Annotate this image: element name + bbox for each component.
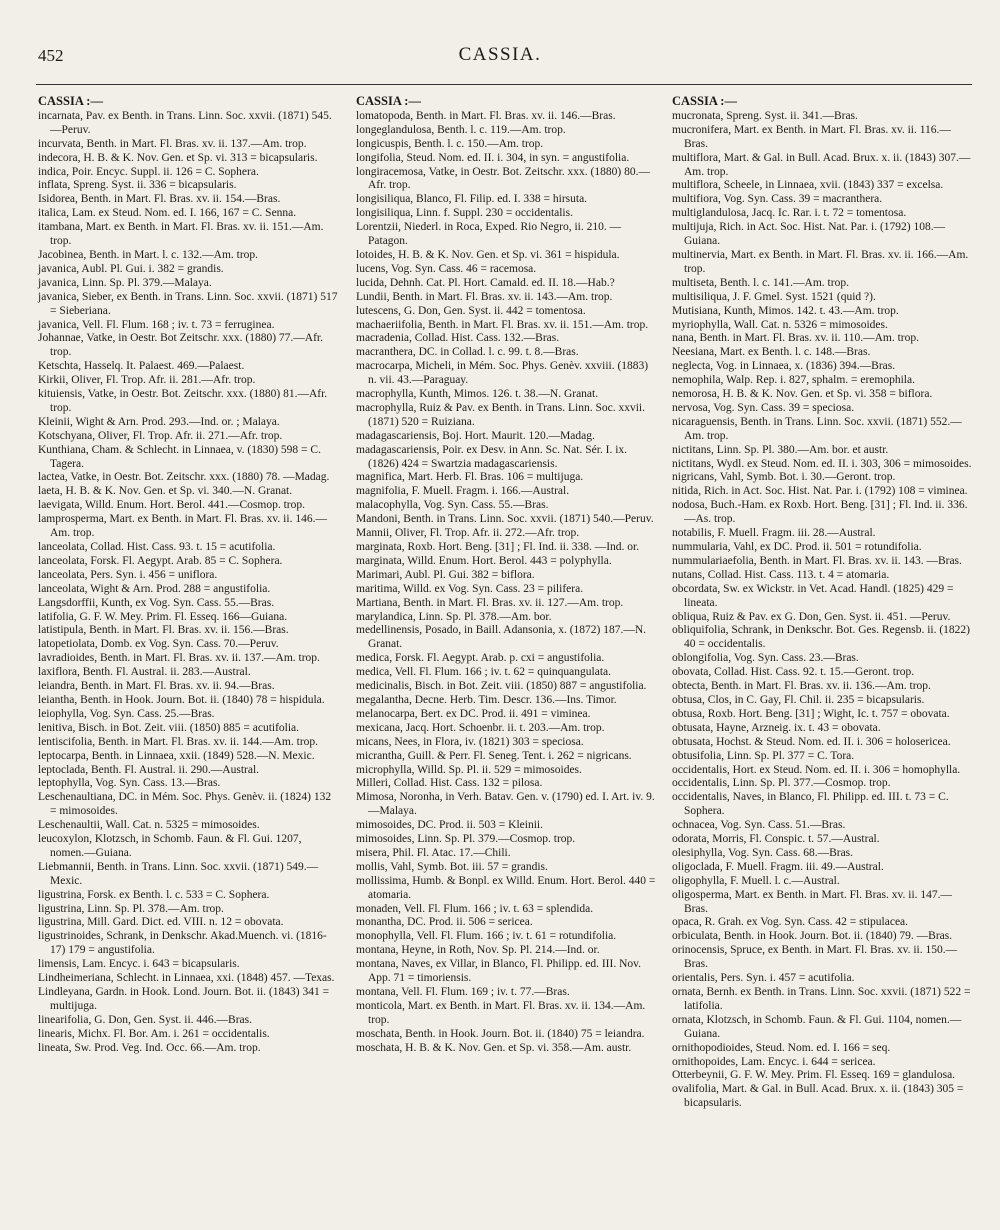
- index-entry: laeta, H. B. & K. Nov. Gen. et Sp. vi. 340.—N. Granat.: [38, 485, 293, 498]
- index-entry: javanica, Linn. Sp. Pl. 379.—Malaya.: [38, 276, 212, 289]
- index-entry: ochnacea, Vog. Syn. Cass. 51.—Bras.: [672, 819, 846, 832]
- index-entry: multisiliqua, J. F. Gmel. Syst. 1521 (quid ?).: [672, 290, 876, 303]
- index-entry: orientalis, Pers. Syn. i. 457 = acutifolia.: [672, 972, 855, 985]
- index-entry: lutescens, G. Don, Gen. Syst. ii. 442 = tomentosa.: [356, 304, 586, 317]
- index-entry: Lindleyana, Gardn. in Hook. Lond. Journ. Bot. ii. (1843) 341 = multijuga.: [38, 986, 330, 1012]
- index-entry: latopetiolata, Domb. ex Vog. Syn. Cass. 70.—Peruv.: [38, 638, 279, 651]
- index-entry: Ketschta, Hasselq. It. Palaest. 469.—Palaest.: [38, 360, 245, 373]
- index-entry: lanceolata, Collad. Hist. Cass. 93. t. 15 = acutifolia.: [38, 541, 276, 553]
- index-entry: javanica, Vell. Fl. Flum. 168 ; iv. t. 73 = ferruginea.: [38, 318, 275, 331]
- index-entry: madagascariensis, Poir. ex Desv. in Ann. Sc. Nat. Sér. I. ix. (1826) 424 = Swartzia madagascariensis.: [356, 443, 628, 470]
- index-entry: mimosoides, Linn. Sp. Pl. 379.—Cosmop. trop.: [356, 833, 576, 846]
- index-entry: lanceolata, Wight & Arn. Prod. 288 = angustifolia.: [38, 582, 271, 595]
- index-entry: multiflora, Scheele, in Linnaea, xvii. (1843) 337 = excelsa.: [672, 179, 944, 192]
- index-entry: lenitiva, Bisch. in Bot. Zeit. viii. (1850) 885 = acutifolia.: [38, 721, 300, 734]
- index-entry: macradenia, Collad. Hist. Cass. 132.—Bras.: [356, 332, 560, 345]
- index-entry: maritima, Willd. ex Vog. Syn. Cass. 23 = pilifera.: [356, 582, 584, 595]
- index-entry: macrocarpa, Micheli, in Mém. Soc. Phys. Genèv. xxviii. (1883) n. vii. 43.—Paraguay.: [356, 360, 649, 387]
- index-entry: ligustrina, Forsk. ex Benth. l. c. 533 = C. Sophera.: [38, 888, 270, 901]
- index-entry: obtusifolia, Linn. Sp. Pl. 377 = C. Tora.: [672, 749, 855, 762]
- index-entry: obovata, Collad. Hist. Cass. 92. t. 15.—Geront. trop.: [672, 666, 915, 679]
- index-entry: mollissima, Humb. & Bonpl. ex Willd. Enum. Hort. Berol. 440 = atomaria.: [356, 874, 656, 901]
- index-entry: neglecta, Vog. in Linnaea, x. (1836) 394.—Bras.: [672, 360, 896, 373]
- index-entry: lentiscifolia, Benth. in Mart. Fl. Bras. xv. ii. 144.—Am. trop.: [38, 735, 319, 748]
- index-entry: longisiliqua, Blanco, Fl. Filip. ed. I. 338 = hirsuta.: [356, 193, 588, 206]
- index-entry: megalantha, Decne. Herb. Tim. Descr. 136.—Ins. Timor.: [356, 693, 617, 706]
- index-entry: madagascariensis, Boj. Hort. Maurit. 120.—Madag.: [356, 429, 595, 442]
- index-entry: Martiana, Benth. in Mart. Fl. Bras. xv. ii. 127.—Am. trop.: [356, 596, 624, 609]
- index-entry: occidentalis, Naves, in Blanco, Fl. Philipp. ed. III. t. 73 = C. Sophera.: [672, 791, 949, 818]
- index-entry: multiglandulosa, Jacq. Ic. Rar. i. t. 72 = tomentosa.: [672, 207, 907, 220]
- index-entry: nictitans, Wydl. ex Steud. Nom. ed. II. i. 303, 306 = mimosoides.: [672, 457, 972, 470]
- index-entry: oblongifolia, Vog. Syn. Cass. 23.—Bras.: [672, 652, 859, 665]
- index-entry: mexicana, Jacq. Hort. Schoenbr. ii. t. 203.—Am. trop.: [356, 721, 605, 734]
- index-entry: Mutisiana, Kunth, Mimos. 142. t. 43.—Am. trop.: [672, 304, 899, 317]
- index-entry: nummulariaefolia, Benth. in Mart. Fl. Bras. xv. ii. 143. —Bras.: [672, 554, 962, 567]
- index-entry: macranthera, DC. in Collad. l. c. 99. t. 8.—Bras.: [356, 346, 579, 359]
- index-entry: nitida, Rich. in Act. Soc. Hist. Nat. Par. i. (1792) 108 = viminea.: [672, 485, 968, 498]
- index-entry: multijuja, Rich. in Act. Soc. Hist. Nat. Par. i. (1792) 108.—Guiana.: [672, 221, 946, 248]
- index-entry: Otterbeynii, G. F. W. Mey. Prim. Fl. Esseq. 169 = glandulosa.: [672, 1069, 956, 1082]
- index-entry: magnifolia, F. Muell. Fragm. i. 166.—Austral.: [356, 485, 570, 498]
- index-entry: obtusa, Clos, in C. Gay, Fl. Chil. ii. 235 = bicapsularis.: [672, 693, 925, 706]
- index-entry: leiandra, Benth. in Mart. Fl. Bras. xv. ii. 94.—Bras.: [38, 680, 275, 693]
- index-entry: mollis, Vahl, Symb. Bot. iii. 57 = grandis.: [356, 860, 548, 873]
- index-entry: nana, Benth. in Mart. Fl. Bras. xv. ii. 110.—Am. trop.: [672, 332, 920, 345]
- entry-list: [356, 110, 656, 1056]
- index-entry: latifolia, G. F. W. Mey. Prim. Fl. Esseq. 166—Guiana.: [38, 610, 288, 623]
- index-entry: magnifica, Mart. Herb. Fl. Bras. 106 = multijuga.: [356, 471, 584, 484]
- index-entry: microphylla, Willd. Sp. Pl. ii. 529 = mimosoides.: [356, 763, 582, 776]
- index-entry: Marimari, Aubl. Pl. Gui. 382 = biflora.: [356, 568, 535, 581]
- index-entry: Mandoni, Benth. in Trans. Linn. Soc. xxvii. (1871) 540.—Peruv.: [356, 513, 654, 526]
- index-entry: Lindheimeriana, Schlecht. in Linnaea, xxi. (1848) 457. —Texas.: [38, 972, 335, 985]
- index-entry: monantha, DC. Prod. ii. 506 = sericea.: [356, 916, 533, 929]
- entry-list: [38, 110, 338, 1056]
- index-entry: lamprosperma, Mart. ex Benth. in Mart. Fl. Bras. xv. ii. 146.—Am. trop.: [38, 513, 327, 540]
- index-entry: multiflora, Mart. & Gal. in Bull. Acad. Brux. x. ii. (1843) 307.—Am. trop.: [672, 151, 971, 178]
- index-entry: ligustrinoides, Schrank, in Denkschr. Akad.Muench. vi. (1816-17) 179 = angustifolia.: [38, 930, 327, 957]
- index-entry: leptoclada, Benth. Fl. Austral. ii. 290.—Austral.: [38, 763, 260, 776]
- index-entry: ligustrina, Linn. Sp. Pl. 378.—Am. trop.: [38, 902, 224, 915]
- index-entry: itambana, Mart. ex Benth. in Mart. Fl. Bras. xv. ii. 151.—Am. trop.: [38, 221, 324, 248]
- index-entry: Mannii, Oliver, Fl. Trop. Afr. ii. 272.—Afr. trop.: [356, 527, 580, 540]
- index-entry: indica, Poir. Encyc. Suppl. ii. 126 = C. Sophera.: [38, 165, 259, 178]
- index-entry: Milleri, Collad. Hist. Cass. 132 = pilosa.: [356, 777, 543, 790]
- index-entry: laxiflora, Benth. Fl. Austral. ii. 283.—Austral.: [38, 666, 251, 679]
- index-entry: Lorentzii, Niederl. in Roca, Exped. Rio Negro, ii. 210. —Patagon.: [356, 221, 622, 248]
- index-entry: myriophylla, Wall. Cat. n. 5326 = mimosoides.: [672, 318, 888, 331]
- index-entry: mucronata, Spreng. Syst. ii. 341.—Bras.: [672, 109, 858, 122]
- index-entry: orbiculata, Benth. in Hook. Journ. Bot. ii. (1840) 79. —Bras.: [672, 930, 953, 943]
- index-entry: Kirkii, Oliver, Fl. Trop. Afr. ii. 281.—Afr. trop.: [38, 374, 256, 387]
- index-entry: ligustrina, Mill. Gard. Dict. ed. VIII. n. 12 = obovata.: [38, 916, 284, 929]
- index-entry: occidentalis, Linn. Sp. Pl. 377.—Cosmop. trop.: [672, 777, 891, 790]
- column-heading: CASSIA :—: [672, 94, 737, 108]
- index-entry: linearifolia, G. Don, Gen. Syst. ii. 446.—Bras.: [38, 1013, 253, 1026]
- index-entry: latistipula, Benth. in Mart. Fl. Bras. xv. ii. 156.—Bras.: [38, 624, 289, 637]
- index-entry: leptophylla, Vog. Syn. Cass. 13.—Bras.: [38, 777, 221, 790]
- index-entry: nemophila, Walp. Rep. i. 827, sphalm. = eremophila.: [672, 374, 915, 387]
- index-entry: limensis, Lam. Encyc. i. 643 = bicapsularis.: [38, 958, 240, 971]
- index-entry: Kleinii, Wight & Arn. Prod. 293.—Ind. or. ; Malaya.: [38, 415, 280, 428]
- index-entry: macrophylla, Kunth, Mimos. 126. t. 38.—N. Granat.: [356, 388, 599, 401]
- column-1: [38, 95, 338, 1056]
- index-entry: Isidorea, Benth. in Mart. Fl. Bras. xv. ii. 154.—Bras.: [38, 193, 281, 206]
- index-entry: monticola, Mart. ex Benth. in Mart. Fl. Bras. xv. ii. 134.—Am. trop.: [356, 999, 646, 1026]
- index-entry: macrophylla, Ruiz & Pav. ex Benth. in Trans. Linn. Soc. xxvii. (1871) 520 = Ruiziana.: [356, 401, 645, 428]
- index-entry: Liebmannii, Benth. in Trans. Linn. Soc. xxvii. (1871) 549.—Mexic.: [38, 860, 319, 887]
- index-entry: Lundii, Benth. in Mart. Fl. Bras. xv. ii. 143.—Am. trop.: [356, 290, 613, 303]
- index-entry: Kotschyana, Oliver, Fl. Trop. Afr. ii. 271.—Afr. trop.: [38, 429, 283, 442]
- index-entry: occidentalis, Hort. ex Steud. Nom. ed. II. i. 306 = homophylla.: [672, 763, 961, 776]
- index-entry: multifiora, Vog. Syn. Cass. 39 = macranthera.: [672, 193, 883, 206]
- index-entry: melanocarpa, Bert. ex DC. Prod. ii. 491 = viminea.: [356, 707, 591, 720]
- index-entry: nutans, Collad. Hist. Cass. 113. t. 4 = atomaria.: [672, 568, 890, 581]
- index-entry: oligosperma, Mart. ex Benth. in Mart. Fl. Bras. xv. ii. 147.—Bras.: [672, 888, 953, 915]
- index-entry: Langsdorffii, Kunth, ex Vog. Syn. Cass. 55.—Bras.: [38, 596, 275, 609]
- index-entry: mimosoides, DC. Prod. ii. 503 = Kleinii.: [356, 819, 543, 832]
- index-entry: lucida, Dehnh. Cat. Pl. Hort. Camald. ed. II. 18.—Hab.?: [356, 276, 615, 289]
- index-entry: leptocarpa, Benth. in Linnaea, xxii. (1849) 528.—N. Mexic.: [38, 749, 315, 762]
- index-entry: nemorosa, H. B. & K. Nov. Gen. et Sp. vi. 358 = biflora.: [672, 388, 933, 401]
- index-entry: ornata, Klotzsch, in Schomb. Faun. & Fl. Gui. 1104, nomen.—Guiana.: [672, 1013, 962, 1040]
- index-entry: leiantha, Benth. in Hook. Journ. Bot. ii. (1840) 78 = hispidula.: [38, 693, 325, 706]
- column-heading: CASSIA :—: [38, 94, 103, 108]
- index-entry: odorata, Morris, Fl. Conspic. t. 57.—Austral.: [672, 833, 880, 846]
- index-entry: longifolia, Steud. Nom. ed. II. i. 304, in syn. = angustifolia.: [356, 151, 630, 164]
- index-entry: nigricans, Vahl, Symb. Bot. i. 30.—Geront. trop.: [672, 471, 896, 484]
- index-entry: medellinensis, Posado, in Baill. Adansonia, x. (1872) 187.—N. Granat.: [356, 624, 647, 651]
- index-entry: leucoxylon, Klotzsch, in Schomb. Faun. & Fl. Gui. 1207, nomen.—Guiana.: [38, 833, 302, 859]
- index-entry: medica, Vell. Fl. Flum. 166 ; iv. t. 62 = quinquangulata.: [356, 666, 611, 679]
- index-entry: italica, Lam. ex Steud. Nom. ed. I. 166, 167 = C. Senna.: [38, 207, 297, 220]
- index-entry: moschata, Benth. in Hook. Journ. Bot. ii. (1840) 75 = leiandra.: [356, 1027, 645, 1040]
- index-entry: lavradioides, Benth. in Mart. Fl. Bras. xv. ii. 137.—Am. trop.: [38, 652, 320, 665]
- index-entry: ornithopoides, Lam. Encyc. i. 644 = sericea.: [672, 1055, 876, 1068]
- index-entry: lomatopoda, Benth. in Mart. Fl. Bras. xv. ii. 146.—Bras.: [356, 109, 616, 122]
- index-entry: olesiphylla, Vog. Syn. Cass. 68.—Bras.: [672, 846, 854, 859]
- index-entry: obtusata, Hayne, Arzneig. ix. t. 43 = obovata.: [672, 721, 881, 734]
- index-entry: obliquifolia, Schrank, in Denkschr. Bot. Ges. Regensb. ii. (1822) 40 = occidentalis.: [672, 624, 971, 651]
- index-entry: nodosa, Buch.-Ham. ex Roxb. Hort. Beng. [31] ; Fl. Ind. ii. 336.—As. trop.: [672, 499, 968, 526]
- index-entry: monaden, Vell. Fl. Flum. 166 ; iv. t. 63 = splendida.: [356, 902, 594, 915]
- index-entry: longisiliqua, Linn. f. Suppl. 230 = occidentalis.: [356, 207, 573, 220]
- index-entry: oligoclada, F. Muell. Fragm. iii. 49.—Austral.: [672, 860, 884, 873]
- index-entry: longeglandulosa, Benth. l. c. 119.—Am. trop.: [356, 123, 566, 136]
- index-entry: moschata, H. B. & K. Nov. Gen. et Sp. vi. 358.—Am. austr.: [356, 1041, 632, 1054]
- index-entry: micrantha, Guill. & Perr. Fl. Seneg. Tent. i. 262 = nigricans.: [356, 749, 632, 762]
- index-entry: orinocensis, Spruce, ex Benth. in Mart. Fl. Bras. xv. ii. 150.—Bras.: [672, 944, 958, 971]
- index-entry: mucronifera, Mart. ex Benth. in Mart. Fl. Bras. xv. ii. 116.—Bras.: [672, 123, 951, 150]
- index-entry: malacophylla, Vog. Syn. Cass. 55.—Bras.: [356, 499, 549, 512]
- column-3: [672, 95, 972, 1111]
- index-entry: lineata, Sw. Prod. Veg. Ind. Occ. 66.—Am. trop.: [38, 1041, 261, 1054]
- index-entry: machaeriifolia, Benth. in Mart. Fl. Bras. xv. ii. 151.—Am. trop.: [356, 318, 649, 331]
- page-number: 452: [38, 46, 64, 65]
- index-entry: notabilis, F. Muell. Fragm. iii. 28.—Austral.: [672, 527, 876, 540]
- index-entry: linearis, Michx. Fl. Bor. Am. i. 261 = occidentalis.: [38, 1027, 270, 1040]
- index-entry: incarnata, Pav. ex Benth. in Trans. Linn. Soc. xxvii. (1871) 545.—Peruv.: [38, 109, 332, 136]
- index-entry: medica, Forsk. Fl. Aegypt. Arab. p. cxi = angustifolia.: [356, 652, 605, 665]
- index-entry: ornata, Bernh. ex Benth. in Trans. Linn. Soc. xxvii. (1871) 522 = latifolia.: [672, 986, 971, 1012]
- index-entry: multinervia, Mart. ex Benth. in Mart. Fl. Bras. xv. ii. 166.—Am. trop.: [672, 248, 969, 275]
- index-entry: laevigata, Willd. Enum. Hort. Berol. 441.—Cosmop. trop.: [38, 499, 305, 512]
- index-entry: marginata, Willd. Enum. Hort. Berol. 443 = polyphylla.: [356, 554, 612, 567]
- index-entry: oligophylla, F. Muell. l. c.—Austral.: [672, 874, 840, 887]
- index-entry: nummularia, Vahl, ex DC. Prod. ii. 501 = rotundifolia.: [672, 541, 922, 553]
- index-entry: ovalifolia, Mart. & Gal. in Bull. Acad. Brux. x. ii. (1843) 305 = bicapsularis.: [672, 1083, 964, 1110]
- index-entry: micans, Nees, in Flora, iv. (1821) 303 = speciosa.: [356, 735, 584, 748]
- index-entry: misera, Phil. Fl. Atac. 17.—Chili.: [356, 846, 511, 859]
- index-entry: nictitans, Linn. Sp. Pl. 380.—Am. bor. et austr.: [672, 443, 889, 456]
- column-2: [356, 95, 656, 1056]
- index-entry: marylandica, Linn. Sp. Pl. 378.—Am. bor.: [356, 610, 552, 623]
- index-entry: indecora, H. B. & K. Nov. Gen. et Sp. vi. 313 = bicapsularis.: [38, 151, 318, 164]
- index-entry: medicinalis, Bisch. in Bot. Zeit. viii. (1850) 887 = angustifolia.: [356, 680, 647, 693]
- index-entry: obtusa, Roxb. Hort. Beng. [31] ; Wight, Ic. t. 757 = obovata.: [672, 707, 950, 720]
- index-entry: javanica, Sieber, ex Benth. in Trans. Linn. Soc. xxvii. (1871) 517 = Sieberiana.: [38, 290, 338, 317]
- index-entry: marginata, Roxb. Hort. Beng. [31] ; Fl. Ind. ii. 338. —Ind. or.: [356, 541, 640, 553]
- index-entry: opaca, R. Grah. ex Vog. Syn. Cass. 42 = stipulacea.: [672, 916, 909, 929]
- index-entry: Kunthiana, Cham. & Schlecht. in Linnaea, v. (1830) 598 = C. Tagera.: [38, 443, 321, 470]
- index-entry: montana, Heyne, in Roth, Nov. Sp. Pl. 214.—Ind. or.: [356, 944, 600, 957]
- index-entry: Neesiana, Mart. ex Benth. l. c. 148.—Bras.: [672, 346, 871, 359]
- index-entry: monophylla, Vell. Fl. Flum. 166 ; iv. t. 61 = rotundifolia.: [356, 930, 617, 943]
- index-entry: longiracemosa, Vatke, in Oestr. Bot. Zeitschr. xxx. (1880) 80.—Afr. trop.: [356, 165, 650, 192]
- index-entry: lucens, Vog. Syn. Cass. 46 = racemosa.: [356, 262, 537, 275]
- index-entry: obtusata, Hochst. & Steud. Nom. ed. II. i. 306 = holosericea.: [672, 735, 951, 748]
- index-entry: ornithopodioides, Steud. Nom. ed. I. 166 = seq.: [672, 1041, 891, 1054]
- index-entry: leiophylla, Vog. Syn. Cass. 25.—Bras.: [38, 707, 215, 720]
- index-entry: multiseta, Benth. l. c. 141.—Am. trop.: [672, 276, 849, 289]
- index-entry: montana, Naves, ex Villar, in Blanco, Fl. Philipp. ed. III. Nov. App. 71 = timoriensis.: [356, 958, 642, 985]
- index-entry: inflata, Spreng. Syst. ii. 336 = bicapsularis.: [38, 179, 237, 192]
- index-entry: montana, Vell. Fl. Flum. 169 ; iv. t. 77.—Bras.: [356, 986, 570, 998]
- index-entry: javanica, Aubl. Pl. Gui. i. 382 = grandis.: [38, 262, 224, 275]
- index-entry: longicuspis, Benth. l. c. 150.—Am. trop.: [356, 137, 544, 150]
- index-entry: obcordata, Sw. ex Wickstr. in Vet. Acad. Handl. (1825) 429 = lineata.: [672, 582, 954, 609]
- index-entry: obtecta, Benth. in Mart. Fl. Bras. xv. ii. 136.—Am. trop.: [672, 680, 931, 693]
- index-entry: lanceolata, Forsk. Fl. Aegypt. Arab. 85 = C. Sophera.: [38, 554, 283, 567]
- index-entry: lactea, Vatke, in Oestr. Bot. Zeitschr. xxx. (1880) 78. —Madag.: [38, 471, 330, 484]
- index-entry: lotoides, H. B. & K. Nov. Gen. et Sp. vi. 361 = hispidula.: [356, 248, 620, 261]
- index-entry: lanceolata, Pers. Syn. i. 456 = uniflora.: [38, 568, 218, 581]
- entry-list: [672, 110, 972, 1111]
- column-heading: CASSIA :—: [356, 94, 421, 108]
- index-entry: Johannae, Vatke, in Oestr. Bot Zeitschr. xxx. (1880) 77.—Afr. trop.: [38, 332, 324, 359]
- header-rule: [36, 84, 972, 85]
- index-entry: Leschenaultiana, DC. in Mém. Soc. Phys. Genèv. ii. (1824) 132 = mimosoides.: [38, 791, 332, 818]
- index-entry: obliqua, Ruiz & Pav. ex G. Don, Gen. Syst. ii. 451. —Peruv.: [672, 610, 951, 623]
- index-entry: Jacobinea, Benth. in Mart. l. c. 132.—Am. trop.: [38, 248, 259, 261]
- running-head: CASSIA.: [458, 44, 542, 65]
- index-entry: Mimosa, Noronha, in Verh. Batav. Gen. v. (1790) ed. I. Art. iv. 9.—Malaya.: [356, 791, 655, 818]
- index-entry: nicaraguensis, Benth. in Trans. Linn. Soc. xxvii. (1871) 552.—Am. trop.: [672, 415, 962, 442]
- index-entry: nervosa, Vog. Syn. Cass. 39 = speciosa.: [672, 401, 855, 414]
- index-entry: Leschenaultii, Wall. Cat. n. 5325 = mimosoides.: [38, 819, 260, 832]
- index-entry: kituiensis, Vatke, in Oestr. Bot. Zeitschr. xxx. (1880) 81.—Afr. trop.: [38, 388, 328, 414]
- index-entry: incurvata, Benth. in Mart. Fl. Bras. xv. ii. 137.—Am. trop.: [38, 137, 307, 150]
